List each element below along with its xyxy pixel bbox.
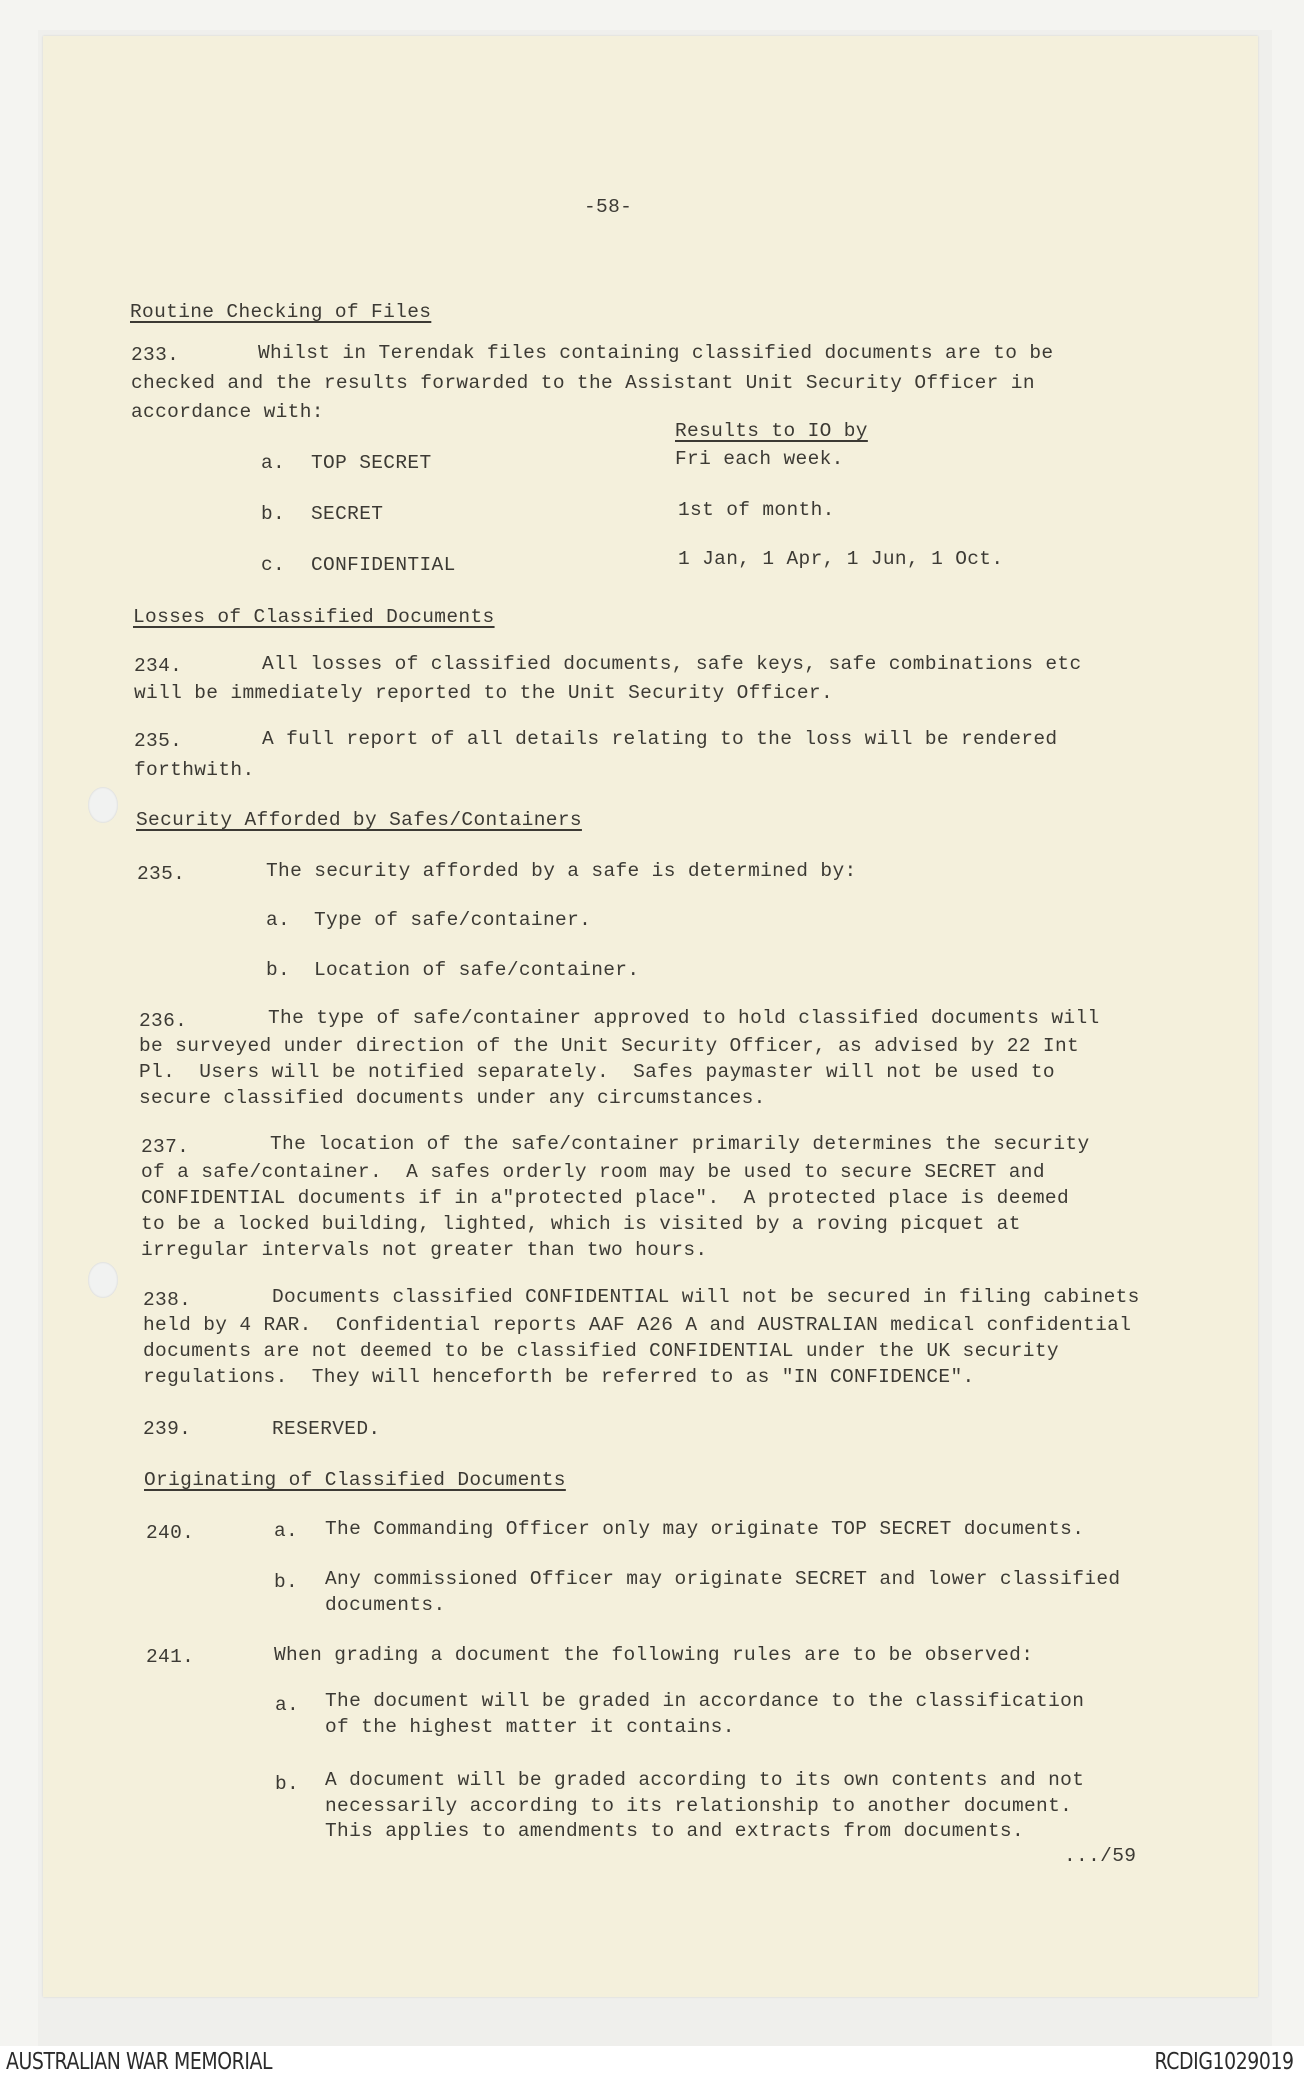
schedule-due: 1 Jan, 1 Apr, 1 Jun, 1 Oct.: [678, 548, 1004, 570]
schedule-classification: TOP SECRET: [311, 452, 432, 474]
paragraph-236-line: secure classified documents under any circumstances.: [139, 1087, 766, 1109]
paragraph-number-236: 236.: [139, 1010, 188, 1032]
paragraph-number-239: 239.: [143, 1418, 192, 1440]
list-item-text: Location of safe/container.: [314, 959, 640, 981]
schedule-letter: a.: [261, 452, 286, 474]
list-item-text: Any commissioned Officer may originate SECRET and lower classified: [325, 1568, 1121, 1590]
paragraph-236-line: be surveyed under direction of the Unit Security Officer, as advised by 22 Int: [139, 1035, 1080, 1057]
paragraph-237-line: CONFIDENTIAL documents if in a"protected place". A protected place is deemed: [141, 1187, 1069, 1209]
paragraph-number-235: 235.: [134, 730, 183, 752]
paragraph-236-line: The type of safe/container approved to hold classified documents will: [268, 1007, 1100, 1029]
paragraph-235-safes-text: The security afforded by a safe is determined by:: [266, 860, 857, 882]
paragraph-233-line: Whilst in Terendak files containing classified documents are to be: [258, 342, 1054, 364]
paragraph-233-line: accordance with:: [131, 401, 324, 423]
schedule-column-header: Results to IO by: [675, 420, 868, 442]
paragraph-237-line: to be a locked building, lighted, which is visited by a roving picquet at: [141, 1213, 1021, 1235]
list-item-text: A document will be graded according to its own contents and not: [325, 1769, 1085, 1791]
footer-reference-id: RCDIG1029019: [1154, 2049, 1294, 2075]
list-item-text: of the highest matter it contains.: [325, 1716, 735, 1738]
list-item-text: Type of safe/container.: [314, 909, 592, 931]
section-heading-safes: Security Afforded by Safes/Containers: [136, 809, 582, 831]
list-item-letter: b.: [266, 959, 291, 981]
paragraph-241-text: When grading a document the following rules are to be observed:: [274, 1644, 1034, 1666]
list-item-text: This applies to amendments to and extracts from documents.: [325, 1820, 1025, 1842]
continuation-marker: .../59: [1064, 1845, 1137, 1867]
paragraph-238-line: Documents classified CONFIDENTIAL will not be secured in filing cabinets: [272, 1286, 1140, 1308]
schedule-letter: b.: [261, 503, 286, 525]
paragraph-number-233: 233.: [131, 344, 180, 366]
paragraph-238-line: held by 4 RAR. Confidential reports AAF A26 A and AUSTRALIAN medical confidential: [143, 1314, 1132, 1336]
paragraph-238-line: documents are not deemed to be classified CONFIDENTIAL under the UK security: [143, 1340, 1059, 1362]
paragraph-number-237: 237.: [141, 1136, 190, 1158]
paragraph-239-text: RESERVED.: [272, 1418, 381, 1440]
paragraph-238-line: regulations. They will henceforth be referred to as "IN CONFIDENCE".: [143, 1366, 975, 1388]
list-item-letter: b.: [275, 1773, 300, 1795]
paragraph-234-line: All losses of classified documents, safe keys, safe combinations etc: [262, 653, 1082, 675]
list-item-letter: b.: [274, 1571, 299, 1593]
section-heading-originating: Originating of Classified Documents: [144, 1469, 566, 1491]
paragraph-number-240: 240.: [146, 1522, 195, 1544]
punch-hole: [88, 787, 118, 823]
list-item-text: documents.: [325, 1594, 446, 1616]
paragraph-number-235-safes: 235.: [137, 863, 186, 885]
list-item-text: necessarily according to its relationship to another document.: [325, 1795, 1073, 1817]
paragraph-number-238: 238.: [143, 1289, 192, 1311]
paragraph-235-line: forthwith.: [134, 759, 255, 781]
paragraph-236-line: Pl. Users will be notified separately. Safes paymaster will not be used to: [139, 1061, 1055, 1083]
paragraph-237-line: of a safe/container. A safes orderly room may be used to secure SECRET and: [141, 1161, 1045, 1183]
list-item-letter: a.: [274, 1520, 299, 1542]
paragraph-234-line: will be immediately reported to the Unit Security Officer.: [134, 682, 834, 704]
schedule-due: Fri each week.: [675, 448, 844, 470]
list-item-text: The Commanding Officer only may originate TOP SECRET documents.: [325, 1518, 1085, 1540]
list-item-text: The document will be graded in accordance to the classification: [325, 1690, 1085, 1712]
paragraph-237-line: irregular intervals not greater than two hours.: [141, 1239, 708, 1261]
schedule-due: 1st of month.: [678, 499, 835, 521]
paragraph-number-234: 234.: [134, 655, 183, 677]
paragraph-237-line: The location of the safe/container primarily determines the security: [270, 1133, 1090, 1155]
paragraph-number-241: 241.: [146, 1646, 195, 1668]
paragraph-233-line: checked and the results forwarded to the Assistant Unit Security Officer in: [131, 372, 1035, 394]
section-heading-losses: Losses of Classified Documents: [133, 606, 495, 628]
section-heading-routine-checking: Routine Checking of Files: [130, 301, 432, 323]
page-number: -58-: [584, 196, 633, 218]
footer-institution: AUSTRALIAN WAR MEMORIAL: [6, 2049, 273, 2075]
schedule-classification: CONFIDENTIAL: [311, 554, 456, 576]
list-item-letter: a.: [275, 1694, 300, 1716]
schedule-letter: c.: [261, 554, 286, 576]
paragraph-235-line: A full report of all details relating to the loss will be rendered: [262, 728, 1058, 750]
list-item-letter: a.: [266, 909, 291, 931]
punch-hole: [88, 1262, 118, 1298]
schedule-classification: SECRET: [311, 503, 384, 525]
